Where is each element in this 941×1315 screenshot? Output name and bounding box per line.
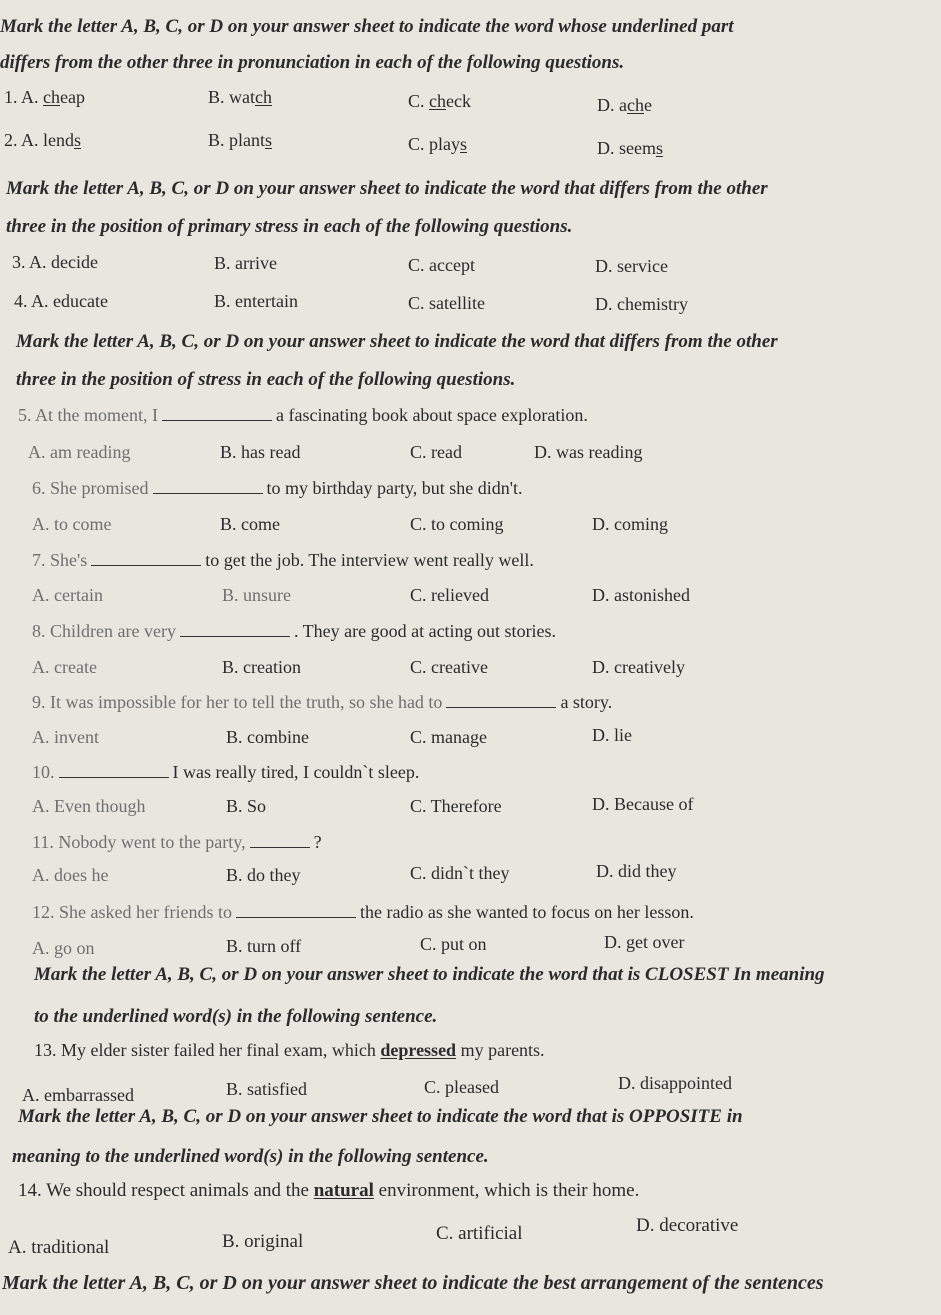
instruction-closest-line2: to the underlined word(s) in the following sentence. [34,1006,438,1027]
q4-option-b[interactable]: B. entertain [214,291,298,311]
q12-option-b[interactable]: B. turn off [226,936,302,956]
q5-option-a[interactable]: A. am reading [28,442,131,462]
q4-option-d[interactable]: D. chemistry [595,294,688,314]
q4-option-c[interactable]: C. satellite [408,293,485,313]
q9-option-b[interactable]: B. combine [226,727,309,747]
q10-option-d[interactable]: D. Because of [592,794,694,814]
q14-stem: 14. We should respect animals and the natural environment, which is their home. [18,1180,640,1201]
q9-option-c[interactable]: C. manage [410,727,487,747]
q14-option-c[interactable]: C. artificial [436,1223,523,1244]
q6-blank [153,492,263,494]
q10-option-a[interactable]: A. Even though [32,796,146,816]
q11-option-c[interactable]: C. didn`t they [410,863,510,883]
instruction-opposite-line1: Mark the letter A, B, C, or D on your answer sheet to indicate the word that is OPPOSITE in [18,1106,743,1127]
q10-blank [59,776,169,778]
q2-option-d[interactable]: D. seems [597,138,663,158]
q10-stem: 10. I was really tired, I couldn`t sleep. [32,762,420,782]
q5-stem: 5. At the moment, I a fascinating book about space exploration. [18,405,588,425]
q8-blank [180,635,290,637]
q3-option-d[interactable]: D. service [595,256,668,276]
q9-stem: 9. It was impossible for her to tell the truth, so she had to a story. [32,692,613,712]
q13-option-a[interactable]: A. embarrassed [22,1085,134,1105]
instruction-primary-stress-line2: three in the position of primary stress in each of the following questions. [6,216,573,237]
q9-blank [446,706,556,708]
q3-option-b[interactable]: B. arrive [214,253,277,273]
q14-option-a[interactable]: A. traditional [8,1237,110,1258]
q10-option-b[interactable]: B. So [226,796,267,816]
q13-option-c[interactable]: C. pleased [424,1077,499,1097]
q7-blank [91,564,201,566]
q3-option-a[interactable]: 3. A. decide [12,252,98,272]
q6-option-b[interactable]: B. come [220,514,280,534]
q5-option-c[interactable]: C. read [410,442,462,462]
q12-option-d[interactable]: D. get over [604,932,685,952]
instruction-closest-line1: Mark the letter A, B, C, or D on your answer sheet to indicate the word that is CLOSEST In meaning [34,964,825,985]
q8-option-d[interactable]: D. creatively [592,657,685,677]
q2-option-a[interactable]: 2. A. lends [4,130,82,150]
q12-blank [236,916,356,918]
q14-underlined-word: natural [313,1180,374,1201]
instruction-pronunciation-line1: Mark the letter A, B, C, or D on your answer sheet to indicate the word whose underlined part [0,16,734,37]
q8-option-b[interactable]: B. creation [222,657,301,677]
instruction-stress-line2: three in the position of stress in each of the following questions. [16,369,516,390]
instruction-pronunciation-line2: differs from the other three in pronunciation in each of the following questions. [0,52,625,73]
q6-option-a[interactable]: A. to come [32,514,112,534]
q10-option-c[interactable]: C. Therefore [410,796,502,816]
q13-option-b[interactable]: B. satisfied [226,1079,307,1099]
q7-option-c[interactable]: C. relieved [410,585,489,605]
q1-option-b[interactable]: B. watch [208,87,272,107]
q7-option-a[interactable]: A. certain [32,585,103,605]
q12-stem: 12. She asked her friends to the radio as she wanted to focus on her lesson. [32,902,694,922]
q9-option-d[interactable]: D. lie [592,725,632,745]
q14-option-d[interactable]: D. decorative [636,1215,739,1236]
q11-option-b[interactable]: B. do they [226,865,301,885]
q4-option-a[interactable]: 4. A. educate [14,291,108,311]
q1-option-c[interactable]: C. check [408,91,471,111]
q11-option-a[interactable]: A. does he [32,865,109,885]
instruction-arrangement-line1: Mark the letter A, B, C, or D on your answer sheet to indicate the best arrangement of the sentences [2,1272,824,1294]
q9-option-a[interactable]: A. invent [32,727,99,747]
instruction-opposite-line2: meaning to the underlined word(s) in the following sentence. [12,1146,489,1167]
q11-stem: 11. Nobody went to the party, ? [32,832,322,852]
q11-blank [250,846,310,848]
q5-blank [162,419,272,421]
q6-option-d[interactable]: D. coming [592,514,668,534]
q6-stem: 6. She promised to my birthday party, but she didn't. [32,478,523,498]
q5-option-b[interactable]: B. has read [220,442,301,462]
instruction-stress-line1: Mark the letter A, B, C, or D on your answer sheet to indicate the word that differs from the other [16,331,778,352]
q12-option-a[interactable]: A. go on [32,938,95,958]
q13-stem: 13. My elder sister failed her final exam, which depressed my parents. [34,1040,545,1060]
q11-option-d[interactable]: D. did they [596,861,677,881]
q2-option-b[interactable]: B. plants [208,130,273,150]
q12-option-c[interactable]: C. put on [420,934,487,954]
q5-option-d[interactable]: D. was reading [534,442,643,462]
instruction-primary-stress-line1: Mark the letter A, B, C, or D on your answer sheet to indicate the word that differs from the other [6,178,768,199]
q8-option-a[interactable]: A. create [32,657,97,677]
q8-stem: 8. Children are very . They are good at acting out stories. [32,621,557,641]
q7-option-d[interactable]: D. astonished [592,585,690,605]
q13-option-d[interactable]: D. disappointed [618,1073,732,1093]
q3-option-c[interactable]: C. accept [408,255,475,275]
q8-option-c[interactable]: C. creative [410,657,488,677]
q2-option-c[interactable]: C. plays [408,134,468,154]
q13-underlined-word: depressed [380,1040,457,1060]
q6-option-c[interactable]: C. to coming [410,514,504,534]
q1-option-d[interactable]: D. ache [597,95,652,115]
q14-option-b[interactable]: B. original [222,1231,304,1252]
q7-option-b[interactable]: B. unsure [222,585,291,605]
q7-stem: 7. She's to get the job. The interview went really well. [32,550,534,570]
q1-option-a[interactable]: 1. A. cheap [4,87,85,107]
